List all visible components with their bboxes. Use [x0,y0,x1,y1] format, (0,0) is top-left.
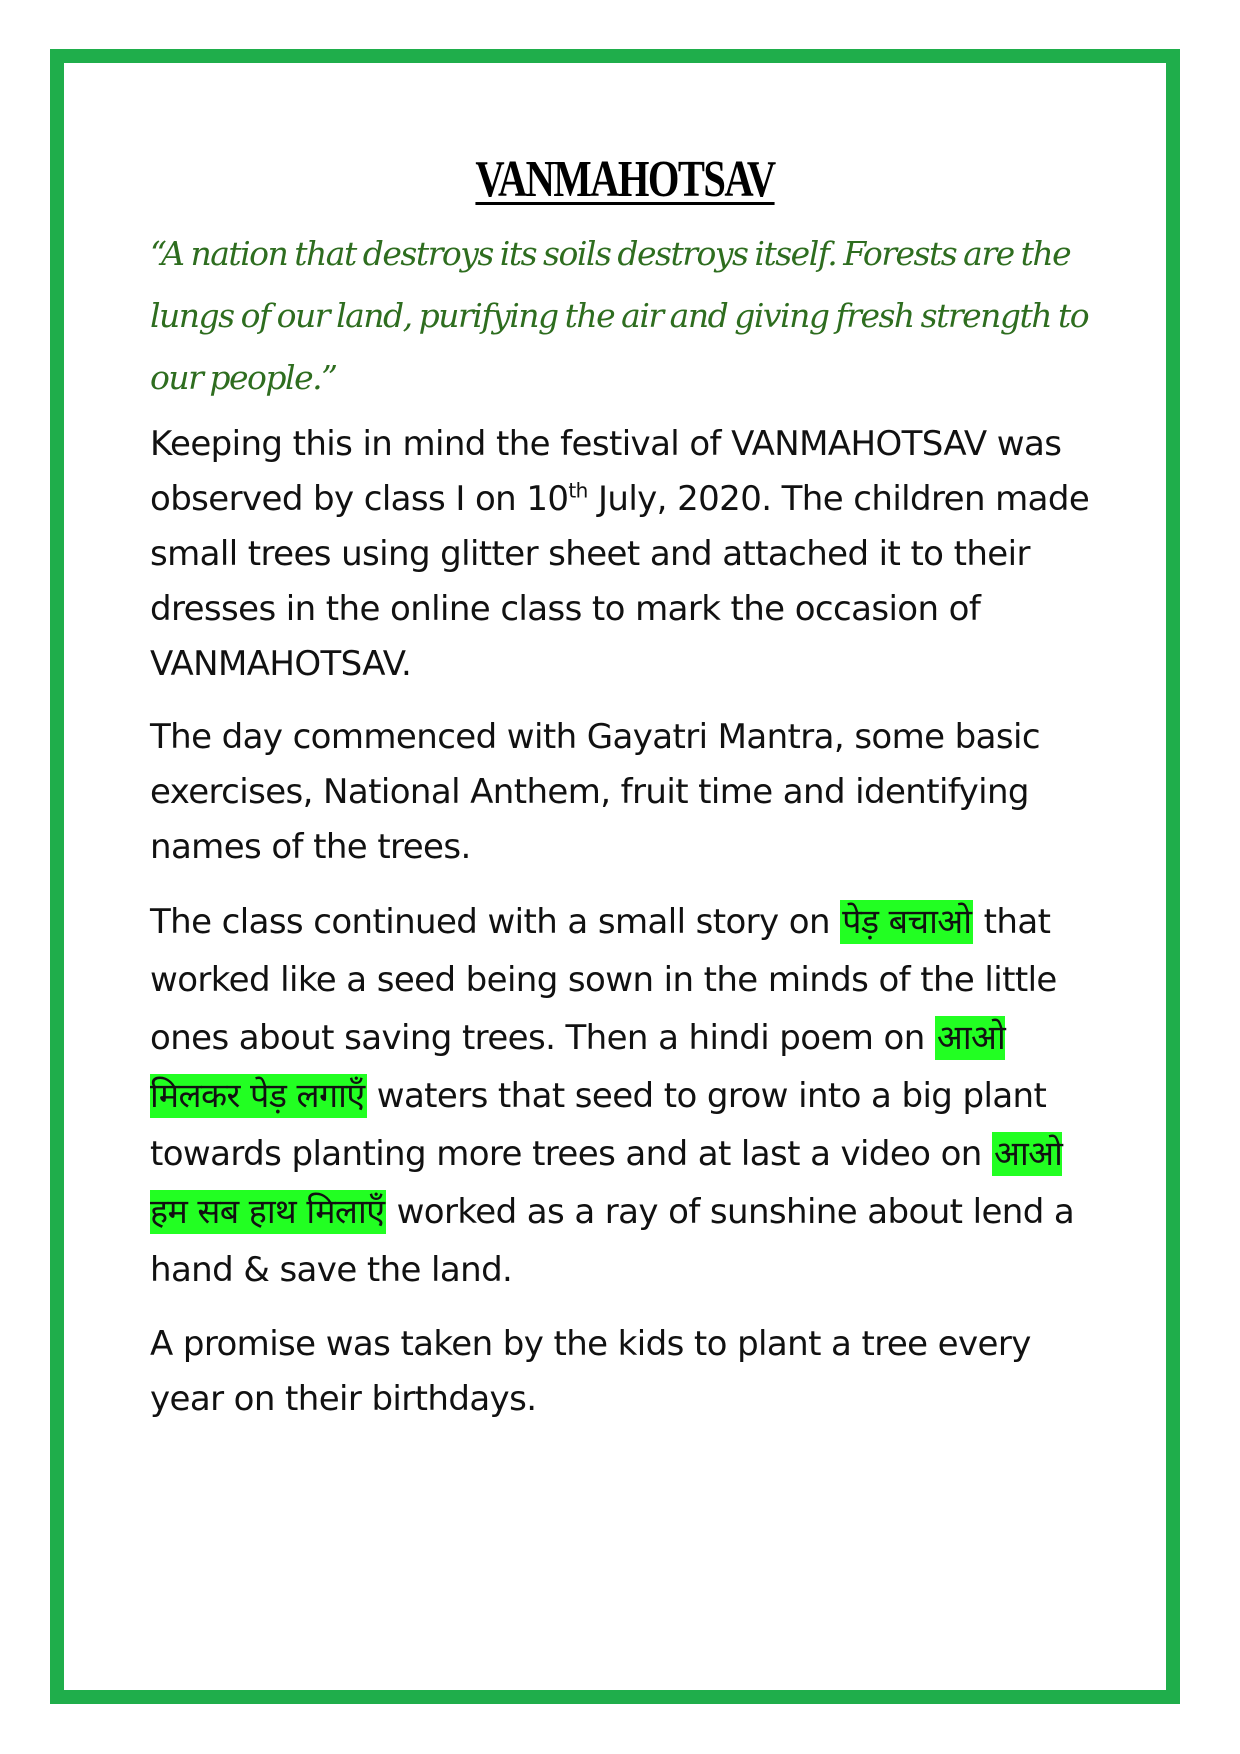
highlight-story-title: पेड़ बचाओ [842,902,972,942]
paragraph-story-text-4: worked as a ray of sunshine about lend a hand & save the land. [150,1192,1075,1290]
paragraph-intro [150,417,1100,692]
paragraph-intro-text-2: July, 2020. The children made small trees using glitter sheet and attached it to their dresses in the online class to mark the occasion of VANMAHOTSAV. [150,479,1090,684]
highlight-video-title: आओ हम सब हाथ मिलाएँ [150,1134,1063,1232]
highlight-poem-title: आओ मिलकर पेड़ लगाएँ [150,1018,1006,1116]
paragraph-story-text-1: The class continued with a small story on [150,902,841,942]
document-body [150,150,1100,1445]
paragraph-promise: A promise was taken by the kids to plant a tree every year on their birthdays. [150,1324,1031,1419]
paragraph-story-text-2: that worked like a seed being sown in the minds of the little ones about saving trees. Then a hindi poem on [150,902,1057,1058]
paragraph-intro-text-1: Keeping this in mind the festival of VANMAHOTSAV was observed by class I on 10 [150,424,1062,519]
page-title: VANMAHOTSAV [475,151,775,208]
paragraph-day-activities: The day commenced with Gayatri Mantra, some basic exercises, National Anthem, fruit time and identifying names of the trees. [150,717,1040,867]
paragraph-story [150,893,1100,1299]
quote: “A nation that destroys its soils destroys itself. Forests are the lungs of our land, purifying the air and giving fresh strength to our people.” [150,234,1089,397]
paragraph-story-text-3: waters that seed to grow into a big plant towards planting more trees and at last a video on [150,1076,1047,1174]
ordinal-suffix: th [568,478,588,503]
